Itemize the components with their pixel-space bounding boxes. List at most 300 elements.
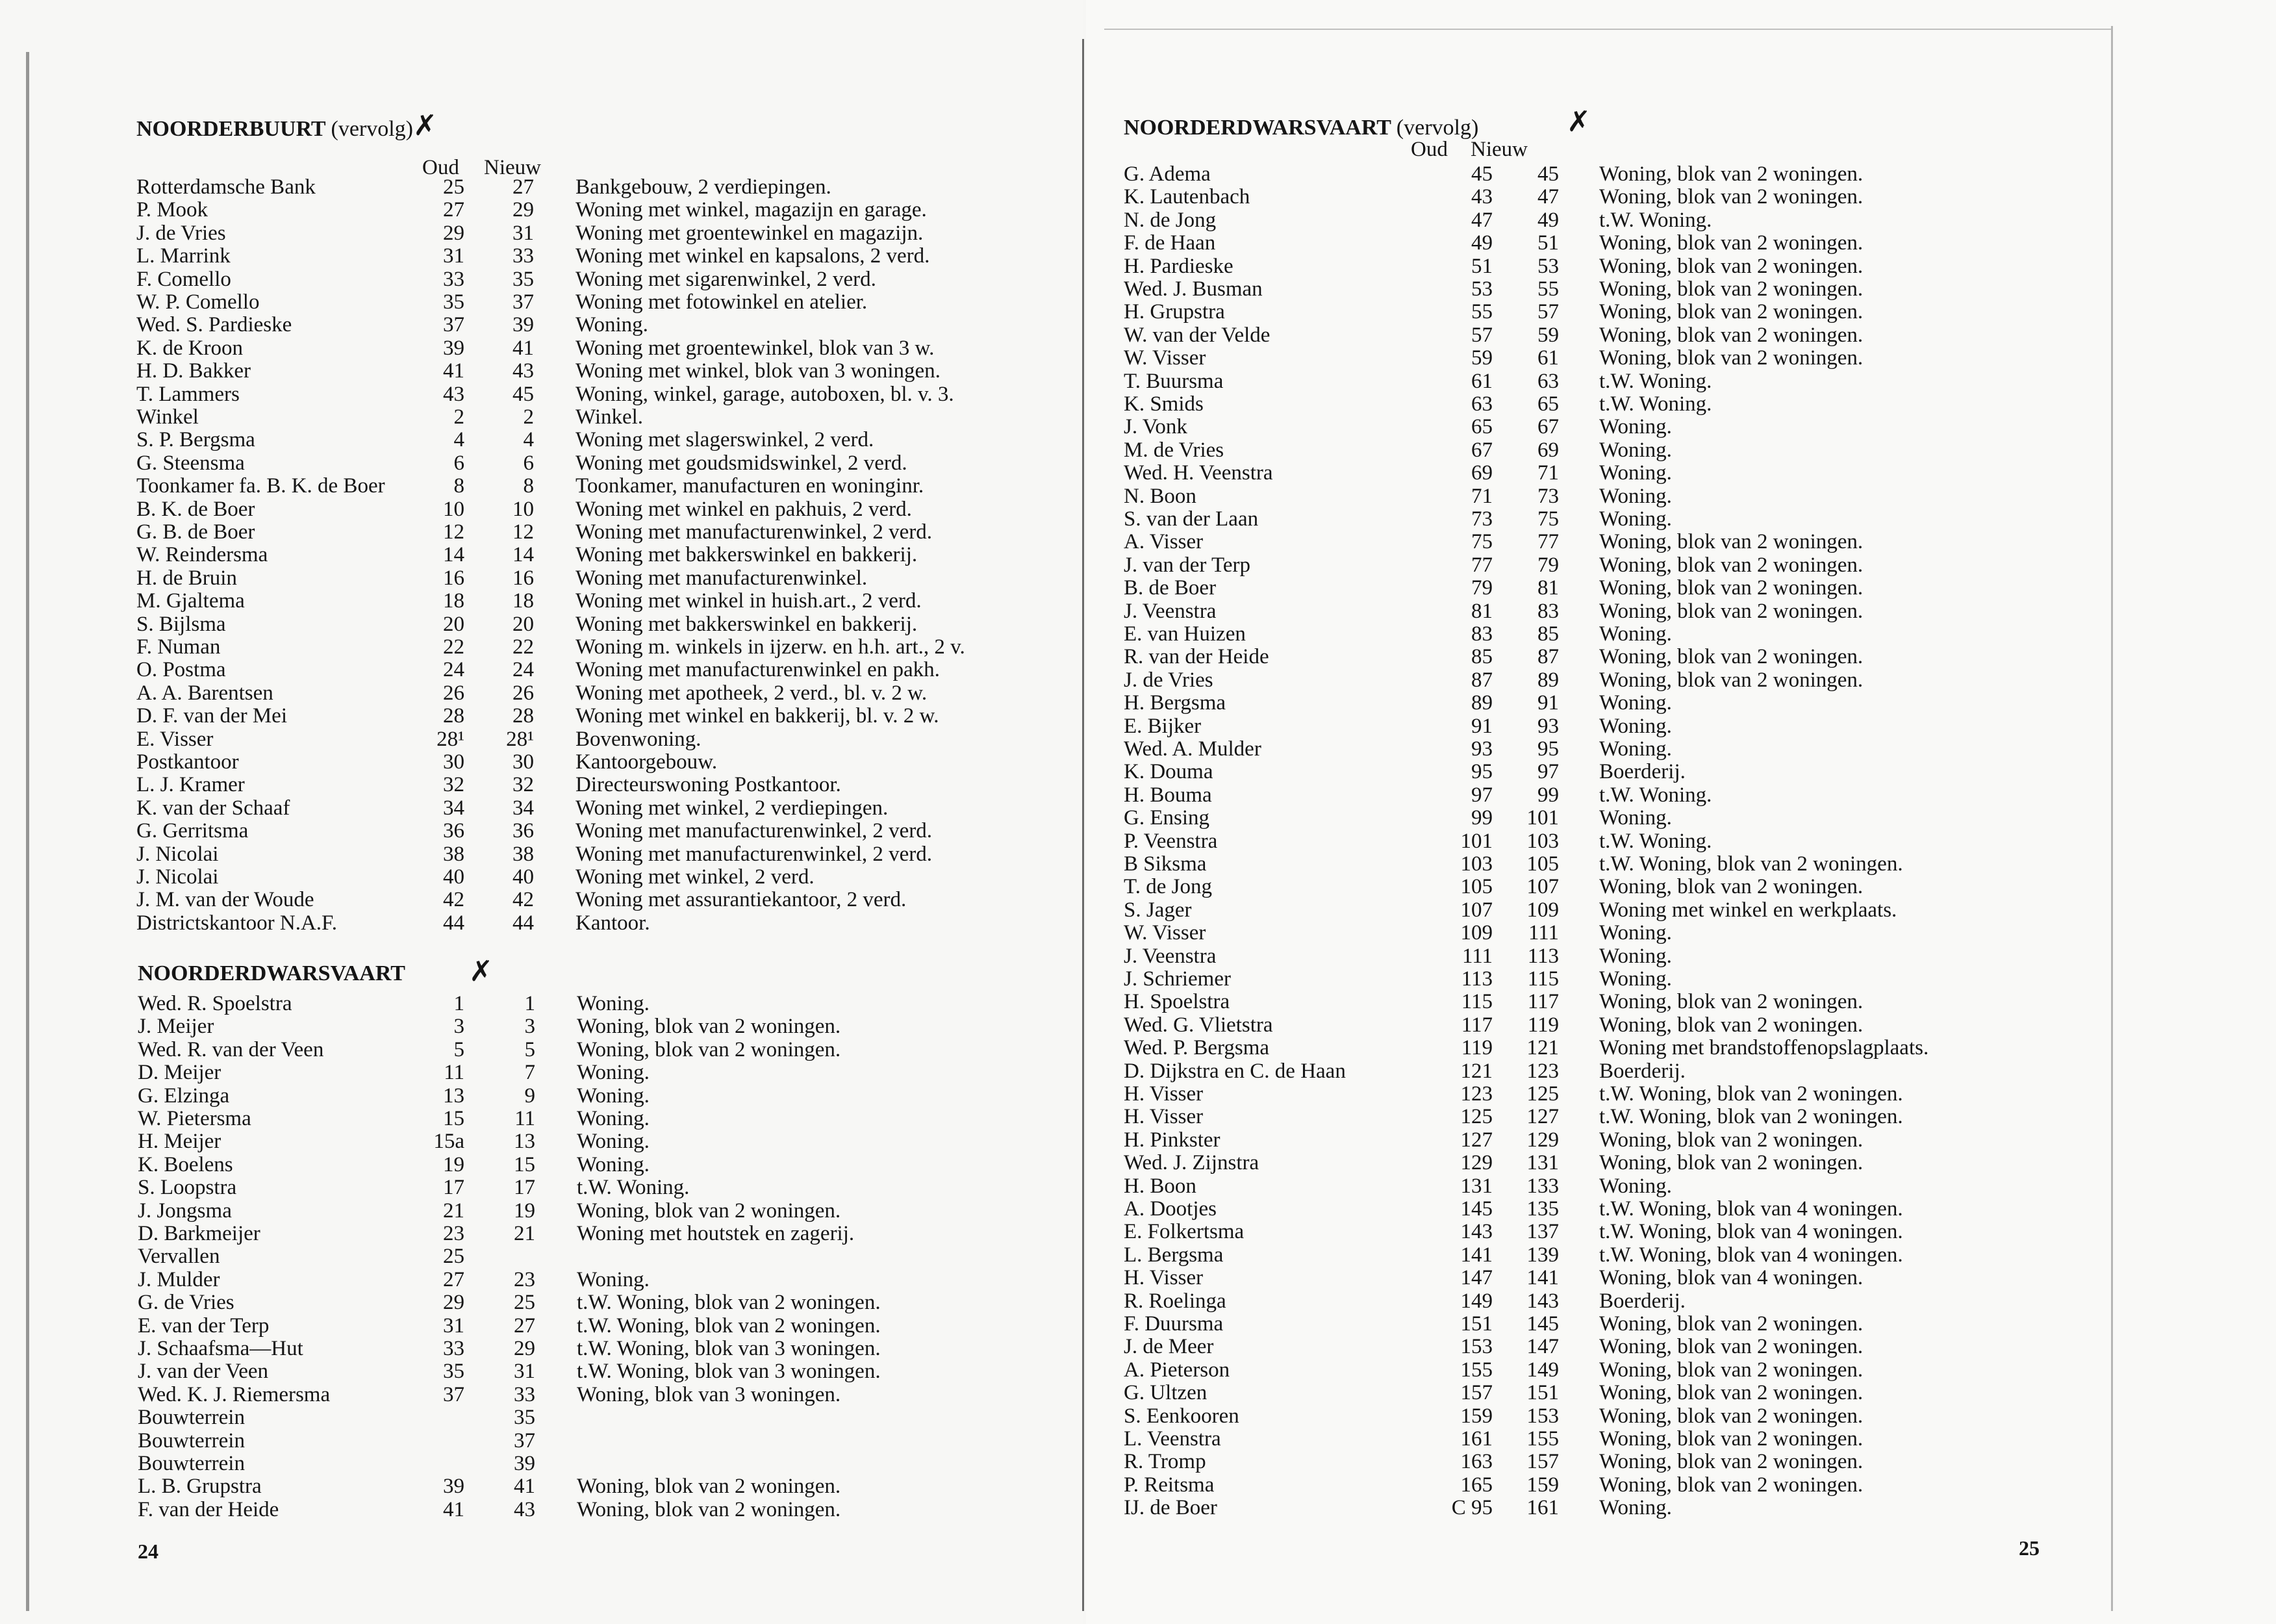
old-number: 71 <box>1471 484 1493 508</box>
resident-name: N. de Jong <box>1124 208 1217 232</box>
resident-name: K. de Kroon <box>136 336 244 360</box>
resident-name: K. Boelens <box>138 1152 233 1176</box>
new-number: 8 <box>523 474 534 498</box>
resident-name: G. Ultzen <box>1124 1381 1208 1405</box>
new-number: 123 <box>1526 1059 1559 1083</box>
old-number: 44 <box>443 911 464 935</box>
page-binding-edge <box>26 52 29 1611</box>
new-number: 97 <box>1537 760 1559 784</box>
resident-name: L. Veenstra <box>1124 1427 1221 1451</box>
new-number: 145 <box>1526 1312 1559 1336</box>
resident-name: J. Nicolai <box>136 865 219 889</box>
new-number: 99 <box>1537 783 1559 807</box>
old-number: 33 <box>443 1337 464 1360</box>
column-header-oud: Oud <box>422 156 459 179</box>
new-number: 40 <box>512 865 534 889</box>
new-number: 29 <box>512 198 534 222</box>
old-number: 57 <box>1471 323 1493 347</box>
old-number: 155 <box>1460 1358 1493 1382</box>
old-number: 149 <box>1460 1289 1493 1313</box>
resident-name: J. Nicolai <box>136 842 219 866</box>
building-description: t.W. Woning. <box>1599 208 1712 232</box>
section-heading-noorderdwarsvaart-vervolg <box>1124 116 1478 140</box>
new-number: 31 <box>514 1360 535 1384</box>
building-description: Woning. <box>1599 507 1672 531</box>
building-description: Woning, blok van 2 woningen. <box>1599 1151 1864 1175</box>
resident-name: J. Mulder <box>138 1267 220 1291</box>
resident-name: K. Douma <box>1124 760 1213 784</box>
building-description: Woning. <box>1599 438 1672 462</box>
building-description: Woning, blok van 2 woningen. <box>1599 323 1864 347</box>
new-number: 73 <box>1537 484 1559 508</box>
new-number: 119 <box>1527 1013 1559 1037</box>
old-number: 8 <box>453 474 464 498</box>
new-number: 115 <box>1527 967 1559 991</box>
resident-name: L. Marrink <box>136 244 231 268</box>
building-description: Woning met bakkerswinkel en bakkerij. <box>575 543 918 567</box>
old-number: 18 <box>443 589 464 613</box>
building-description: t.W. Woning, blok van 2 woningen. <box>577 1313 881 1338</box>
old-number: 163 <box>1460 1450 1493 1474</box>
resident-name: H. Pinkster <box>1124 1128 1220 1152</box>
new-number: 19 <box>514 1199 535 1223</box>
handwritten-check-mark: ✗ <box>469 955 493 988</box>
resident-name: H. de Bruin <box>136 566 237 590</box>
old-number: 39 <box>443 336 464 360</box>
new-number: 107 <box>1526 875 1559 899</box>
new-number: 159 <box>1526 1473 1559 1497</box>
building-description: Woning, blok van 2 woningen. <box>577 1497 841 1521</box>
building-description: Woning, blok van 2 woningen. <box>1599 185 1864 209</box>
old-number: 165 <box>1460 1473 1493 1497</box>
building-description: Woning, blok van 2 woningen. <box>1599 1335 1864 1359</box>
resident-name: Wed. J. Busman <box>1124 277 1263 301</box>
new-number: 147 <box>1526 1335 1559 1359</box>
new-number: 22 <box>512 635 534 659</box>
building-description: Woning. <box>1599 714 1672 738</box>
building-description: Woning met winkel en bakkerij, bl. v. 2 w. <box>575 704 939 728</box>
resident-name: H. Visser <box>1124 1266 1204 1290</box>
new-number: 49 <box>1537 208 1559 232</box>
building-description: Woning, blok van 2 woningen. <box>1599 254 1864 278</box>
new-number: 37 <box>514 1428 535 1453</box>
resident-name: S. Jager <box>1124 898 1192 922</box>
building-description: Toonkamer, manufacturen en woninginr. <box>575 474 924 498</box>
new-number: 121 <box>1526 1036 1559 1060</box>
resident-name: Wed. G. Vlietstra <box>1124 1013 1273 1037</box>
old-number: 81 <box>1471 599 1493 623</box>
building-description: Woning, blok van 2 woningen. <box>1599 231 1864 255</box>
new-number: 75 <box>1537 507 1559 531</box>
building-description: Woning. <box>577 1267 650 1291</box>
old-number: 29 <box>443 1291 464 1315</box>
new-number: 161 <box>1526 1496 1559 1520</box>
resident-name: S. Bijlsma <box>136 612 226 636</box>
old-number: 26 <box>443 681 464 705</box>
new-number: 53 <box>1537 254 1559 278</box>
new-number: 15 <box>514 1152 535 1176</box>
resident-name: D. Barkmeijer <box>138 1222 260 1245</box>
building-description: Woning, blok van 2 woningen. <box>1599 1450 1864 1474</box>
old-number: 1 <box>453 992 464 1015</box>
building-description: Woning. <box>1599 921 1672 945</box>
new-number: 117 <box>1527 990 1559 1014</box>
old-number: 97 <box>1471 783 1493 807</box>
building-description: t.W. Woning, blok van 3 woningen. <box>577 1337 881 1360</box>
new-number: 79 <box>1537 553 1559 577</box>
old-number: 37 <box>443 313 464 337</box>
new-number: 44 <box>512 911 534 935</box>
building-description: Woning met winkel, magazijn en garage. <box>575 198 927 222</box>
building-description: Woning, blok van 2 woningen. <box>577 1199 841 1223</box>
resident-name: Bouwterrein <box>138 1406 245 1430</box>
new-number: 41 <box>514 1475 535 1499</box>
old-number: 119 <box>1461 1036 1493 1060</box>
building-description: Kantoorgebouw. <box>575 750 718 774</box>
old-number: 59 <box>1471 346 1493 370</box>
old-number: 151 <box>1460 1312 1493 1336</box>
new-number: 125 <box>1526 1082 1559 1106</box>
old-number: 45 <box>1471 162 1493 186</box>
new-number: 45 <box>1537 162 1559 186</box>
new-number: 57 <box>1537 300 1559 324</box>
building-description: Woning, winkel, garage, autoboxen, bl. v. 3. <box>575 382 954 406</box>
new-number: 6 <box>523 451 534 475</box>
resident-name: P. Mook <box>136 198 209 222</box>
resident-name: Wed. S. Pardieske <box>136 313 292 337</box>
new-number: 10 <box>512 497 534 521</box>
section-title: NOORDERDWARSVAART <box>1124 116 1391 140</box>
resident-name: K. Smids <box>1124 392 1204 416</box>
old-number: 10 <box>443 497 464 521</box>
old-number: 93 <box>1471 737 1493 761</box>
building-description: Woning. <box>577 1152 650 1176</box>
building-description: Woning met manufacturenwinkel, 2 verd. <box>575 842 933 866</box>
resident-name: J. Vonk <box>1124 415 1187 439</box>
resident-name: W. Reindersma <box>136 543 268 567</box>
resident-name: N. Boon <box>1124 484 1196 508</box>
new-number: 133 <box>1526 1174 1559 1198</box>
building-description: Woning met winkel en pakhuis, 2 verd. <box>575 497 912 521</box>
resident-name: Wed. R. van der Veen <box>138 1037 324 1061</box>
old-number: 6 <box>453 451 464 475</box>
new-number: 27 <box>512 175 534 199</box>
old-number: 15a <box>433 1130 464 1154</box>
resident-name: S. van der Laan <box>1124 507 1259 531</box>
page-edge <box>1104 29 2111 30</box>
new-number: 33 <box>512 244 534 268</box>
resident-name: G. Ensing <box>1124 806 1209 830</box>
new-number: 38 <box>512 842 534 866</box>
page-gutter-divider <box>1082 39 1084 1611</box>
old-number: 19 <box>443 1152 464 1176</box>
new-number: 113 <box>1527 944 1559 968</box>
resident-name: P. Veenstra <box>1124 829 1218 853</box>
building-description: t.W. Woning. <box>1599 783 1712 807</box>
resident-name: L. Bergsma <box>1124 1243 1224 1267</box>
page-edge <box>2111 26 2113 1611</box>
new-number: 27 <box>514 1313 535 1338</box>
building-description: Woning met sigarenwinkel, 2 verd. <box>575 267 876 291</box>
resident-name: S. Eenkooren <box>1124 1404 1239 1428</box>
resident-name: J. Schriemer <box>1124 967 1231 991</box>
building-description: Boerderij. <box>1599 760 1686 784</box>
resident-name: R. Roelinga <box>1124 1289 1226 1313</box>
resident-name: J. Meijer <box>138 1015 214 1039</box>
resident-name: H. Bouma <box>1124 783 1212 807</box>
right-page <box>1086 0 2276 1624</box>
new-number: 35 <box>512 267 534 291</box>
new-number: 83 <box>1537 599 1559 623</box>
building-description: Woning, blok van 2 woningen. <box>1599 553 1864 577</box>
resident-name: J. Jongsma <box>138 1199 232 1223</box>
building-description: Woning met winkel, 2 verd. <box>575 865 815 889</box>
new-number: 135 <box>1526 1197 1559 1221</box>
resident-name: Postkantoor <box>136 750 239 774</box>
old-number: 20 <box>443 612 464 636</box>
old-number: 109 <box>1460 921 1493 945</box>
building-description: Woning, blok van 2 woningen. <box>1599 1312 1864 1336</box>
resident-name: Toonkamer fa. B. K. de Boer <box>136 474 385 498</box>
new-number: 35 <box>514 1406 535 1430</box>
resident-name: Wed. K. J. Riemersma <box>138 1382 331 1406</box>
new-number: 26 <box>512 681 534 705</box>
old-number: 161 <box>1460 1427 1493 1451</box>
resident-name: J. van der Terp <box>1124 553 1251 577</box>
section-title: NOORDERBUURT <box>136 117 325 141</box>
building-description: Woning, blok van 2 woningen. <box>1599 1404 1864 1428</box>
old-number: 123 <box>1460 1082 1493 1106</box>
new-number: 9 <box>524 1084 535 1108</box>
resident-name: R. van der Heide <box>1124 645 1269 669</box>
old-number: 51 <box>1471 254 1493 278</box>
new-number: 91 <box>1537 691 1559 715</box>
new-number: 5 <box>524 1037 535 1061</box>
resident-name: E. van Huizen <box>1124 622 1246 646</box>
resident-name: G. B. de Boer <box>136 520 255 544</box>
new-number: 105 <box>1526 852 1559 876</box>
old-number: 28¹ <box>436 727 464 751</box>
building-description: Kantoor. <box>575 911 650 935</box>
old-number: 153 <box>1460 1335 1493 1359</box>
resident-name: W. van der Velde <box>1124 323 1271 347</box>
new-number: 24 <box>512 658 534 682</box>
old-number: 33 <box>443 267 464 291</box>
building-description: Woning. <box>1599 737 1672 761</box>
old-number: 42 <box>443 888 464 912</box>
old-number: 143 <box>1460 1220 1493 1244</box>
old-number: 129 <box>1460 1151 1493 1175</box>
old-number: 27 <box>443 198 464 222</box>
resident-name: H. Visser <box>1124 1082 1204 1106</box>
resident-name: J. de Meer <box>1124 1335 1214 1359</box>
new-number: 12 <box>512 520 534 544</box>
old-number: 105 <box>1460 875 1493 899</box>
resident-name: Wed. J. Zijnstra <box>1124 1151 1259 1175</box>
building-description: Winkel. <box>575 405 644 429</box>
old-number: 4 <box>453 428 464 452</box>
building-description: Woning, blok van 2 woningen. <box>577 1037 841 1061</box>
old-number: 75 <box>1471 530 1493 554</box>
new-number: 103 <box>1526 829 1559 853</box>
new-number: 42 <box>512 888 534 912</box>
new-number: 149 <box>1526 1358 1559 1382</box>
new-number: 55 <box>1537 277 1559 301</box>
new-number: 39 <box>514 1452 535 1475</box>
resident-name: J. van der Veen <box>138 1360 268 1384</box>
section-heading-noorderdwarsvaart <box>138 961 405 986</box>
resident-name: Winkel <box>136 405 199 429</box>
new-number: 111 <box>1528 921 1559 945</box>
building-description: t.W. Woning, blok van 2 woningen. <box>577 1291 881 1315</box>
new-number: 39 <box>512 313 534 337</box>
old-number: 103 <box>1460 852 1493 876</box>
old-number: 29 <box>443 221 464 245</box>
new-number: 127 <box>1526 1105 1559 1129</box>
old-number: 25 <box>443 175 464 199</box>
new-number: 7 <box>524 1061 535 1085</box>
resident-name: B Siksma <box>1124 852 1207 876</box>
old-number: 43 <box>443 382 464 406</box>
new-number: 139 <box>1526 1243 1559 1267</box>
old-number: 131 <box>1460 1174 1493 1198</box>
old-number: 17 <box>443 1176 464 1200</box>
old-number: 43 <box>1471 185 1493 209</box>
building-description: Woning, blok van 2 woningen. <box>1599 990 1864 1014</box>
building-description: Woning. <box>577 1061 650 1085</box>
building-description: Woning met manufacturenwinkel, 2 verd. <box>575 819 933 843</box>
old-number: 87 <box>1471 668 1493 692</box>
new-number: 30 <box>512 750 534 774</box>
resident-name: A. Visser <box>1124 530 1204 554</box>
old-number: 39 <box>443 1475 464 1499</box>
building-description: Woning. <box>577 1084 650 1108</box>
old-number: 13 <box>443 1084 464 1108</box>
building-description: Woning met manufacturenwinkel. <box>575 566 868 590</box>
building-description: Woning, blok van 2 woningen. <box>1599 875 1864 899</box>
old-number: C 95 <box>1451 1496 1493 1520</box>
building-description: Woning. <box>577 1107 650 1130</box>
resident-name: E. Bijker <box>1124 714 1202 738</box>
building-description: t.W. Woning, blok van 2 woningen. <box>1599 1082 1903 1106</box>
new-number: 23 <box>514 1267 535 1291</box>
new-number: 3 <box>524 1015 535 1039</box>
new-number: 109 <box>1526 898 1559 922</box>
building-description: Woning, blok van 2 woningen. <box>1599 645 1864 669</box>
building-description: Woning, blok van 3 woningen. <box>577 1382 841 1406</box>
building-description: Woning met winkel en werkplaats. <box>1599 898 1897 922</box>
old-number: 3 <box>453 1015 464 1039</box>
resident-name: H. Spoelstra <box>1124 990 1230 1014</box>
building-description: Woning, blok van 2 woningen. <box>1599 162 1864 186</box>
building-description: t.W. Woning. <box>1599 369 1712 393</box>
old-number: 95 <box>1471 760 1493 784</box>
resident-name: O. Postma <box>136 658 226 682</box>
new-number: 34 <box>512 796 534 820</box>
new-number: 151 <box>1526 1381 1559 1405</box>
section-subtitle: (vervolg) <box>1396 116 1479 140</box>
new-number: 4 <box>523 428 534 452</box>
resident-name: F. Comello <box>136 267 231 291</box>
old-number: 65 <box>1471 415 1493 439</box>
resident-name: Vervallen <box>138 1245 220 1269</box>
resident-name: W. Pietersma <box>138 1107 251 1130</box>
old-number: 111 <box>1461 944 1493 968</box>
resident-name: T. de Jong <box>1124 875 1212 899</box>
resident-name: J. Veenstra <box>1124 599 1217 623</box>
left-page <box>0 0 1083 1624</box>
new-number: 14 <box>512 543 534 567</box>
new-number: 41 <box>512 336 534 360</box>
building-description: Woning, blok van 2 woningen. <box>577 1475 841 1499</box>
building-description: Woning, blok van 4 woningen. <box>1599 1266 1864 1290</box>
building-description: Woning met fotowinkel en atelier. <box>575 290 868 314</box>
new-number: 33 <box>514 1382 535 1406</box>
resident-name: W. Visser <box>1124 921 1206 945</box>
old-number: 79 <box>1471 576 1493 600</box>
building-description: Woning, blok van 2 woningen. <box>577 1015 841 1039</box>
new-number: 17 <box>514 1176 535 1200</box>
new-number: 69 <box>1537 438 1559 462</box>
building-description: Woning met manufacturenwinkel, 2 verd. <box>575 520 933 544</box>
resident-name: B. K. de Boer <box>136 497 255 521</box>
new-number: 11 <box>514 1107 535 1130</box>
old-number: 38 <box>443 842 464 866</box>
resident-name: A. Pieterson <box>1124 1358 1230 1382</box>
building-description: Woning, blok van 2 woningen. <box>1599 668 1864 692</box>
new-number: 101 <box>1526 806 1559 830</box>
old-number: 107 <box>1460 898 1493 922</box>
old-number: 5 <box>453 1037 464 1061</box>
building-description: Bovenwoning. <box>575 727 702 751</box>
new-number: 71 <box>1537 461 1559 485</box>
resident-name: H. Bergsma <box>1124 691 1226 715</box>
building-description: Woning met apotheek, 2 verd., bl. v. 2 w. <box>575 681 928 705</box>
old-number: 30 <box>443 750 464 774</box>
old-number: 67 <box>1471 438 1493 462</box>
resident-name: J. Veenstra <box>1124 944 1217 968</box>
old-number: 27 <box>443 1267 464 1291</box>
new-number: 2 <box>523 405 534 429</box>
old-number: 49 <box>1471 231 1493 255</box>
old-number: 41 <box>443 359 464 383</box>
resident-name: D. Dijkstra en C. de Haan <box>1124 1059 1346 1083</box>
new-number: 157 <box>1526 1450 1559 1474</box>
building-description: Woning. <box>1599 1496 1672 1520</box>
building-description: Woning, blok van 2 woningen. <box>1599 1358 1864 1382</box>
building-description: t.W. Woning, blok van 3 woningen. <box>577 1360 881 1384</box>
building-description: Boerderij. <box>1599 1059 1686 1083</box>
old-number: 24 <box>443 658 464 682</box>
building-description: Woning. <box>1599 691 1672 715</box>
new-number: 32 <box>512 773 534 797</box>
old-number: 11 <box>444 1061 464 1085</box>
old-number: 69 <box>1471 461 1493 485</box>
building-description: Woning met winkel in huish.art., 2 verd. <box>575 589 922 613</box>
building-description: Woning. <box>577 1130 650 1154</box>
building-description: Woning, blok van 2 woningen. <box>1599 1128 1864 1152</box>
resident-name: Bouwterrein <box>138 1428 245 1453</box>
building-description: Woning met houtstek en zagerij. <box>577 1222 855 1245</box>
building-description: t.W. Woning. <box>1599 392 1712 416</box>
building-description: Woning met goudsmidswinkel, 2 verd. <box>575 451 907 475</box>
building-description: Woning met bakkerswinkel en bakkerij. <box>575 612 918 636</box>
old-number: 85 <box>1471 645 1493 669</box>
old-number: 83 <box>1471 622 1493 646</box>
building-description: Woning, blok van 2 woningen. <box>1599 1473 1864 1497</box>
new-number: 29 <box>514 1337 535 1360</box>
new-number: 63 <box>1537 369 1559 393</box>
